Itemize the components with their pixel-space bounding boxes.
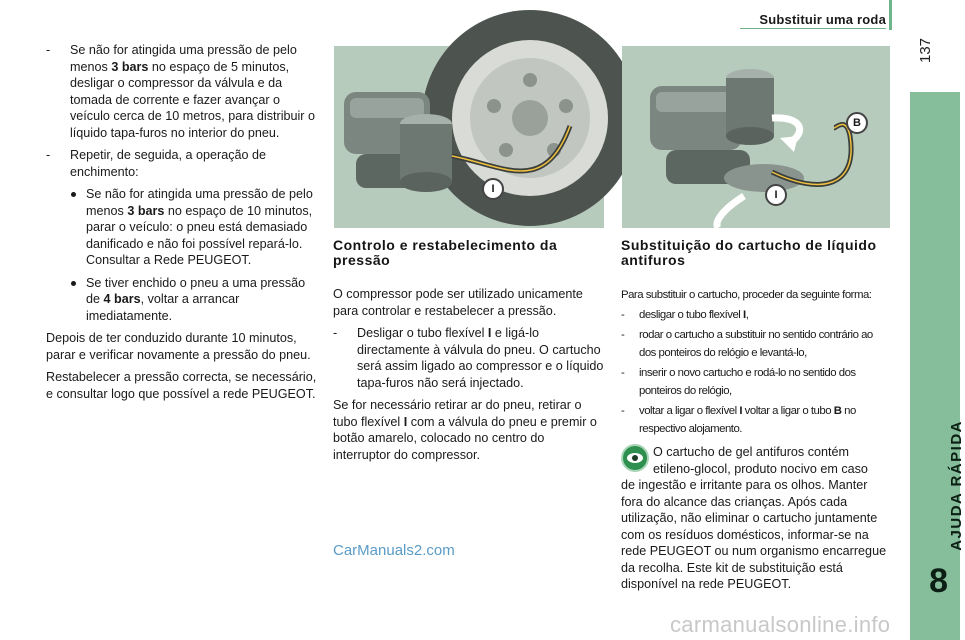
text: e ligá-lo directamente à válvula do pneu. O cartucho será assim ligado ao compressor e o líquido tapa-furos não será injectado. xyxy=(357,326,604,390)
instruction-block xyxy=(621,286,889,438)
paragraph xyxy=(333,397,605,463)
page-number: 137 xyxy=(916,37,934,64)
text: Repetir, de seguida, a operação de enchimento: xyxy=(70,148,267,179)
bold-value: 3 bars xyxy=(127,203,165,218)
cartridge-replacement-illustration xyxy=(622,46,890,228)
section-title: Substituição do cartucho de líquido antifuros xyxy=(621,237,877,268)
list-item xyxy=(46,42,322,141)
warning-note xyxy=(621,444,889,593)
watermark-link[interactable]: CarManuals2.com xyxy=(333,542,455,559)
label-i-text: I xyxy=(774,189,778,201)
list-item xyxy=(621,326,889,362)
text: no espaço de 10 minutos, parar o veículo: o pneu está demasiado danificado e não foi possível repará-lo. Consultar a Rede PEUGEOT. xyxy=(86,203,313,267)
text: Se não for atingida uma pressão de pelo menos xyxy=(70,43,297,74)
text: Se tiver enchido o pneu a uma pressão de xyxy=(86,275,306,306)
column-1 xyxy=(46,42,322,408)
list-item xyxy=(46,147,322,180)
eye-icon xyxy=(621,444,649,472)
footer-watermark: carmanualsonline.info xyxy=(670,612,891,637)
column-2 xyxy=(333,238,605,469)
list-item xyxy=(621,306,889,324)
column-3 xyxy=(621,238,889,593)
section-title: Controlo e restabelecimento da pressão xyxy=(333,237,558,268)
text: com a válvula do pneu e premir o botão amarelo, colocado no centro do interruptor do compressor. xyxy=(333,414,597,462)
bold-value: 4 bars xyxy=(103,292,141,306)
cartridge-svg xyxy=(622,46,890,228)
bold-value: B xyxy=(833,405,842,417)
label-b-badge xyxy=(846,112,868,134)
text: , xyxy=(745,309,749,321)
label-b-text: B xyxy=(853,117,861,129)
bullet-item xyxy=(46,275,322,325)
chapter-side-label-text: AJUDA RÁPIDA xyxy=(948,420,965,551)
note-text-first: O cartucho de gel antifuros contém etileno-glocol, produto nocivo em caso xyxy=(653,445,868,476)
header-rule xyxy=(740,28,886,29)
text: rodar o cartucho a substituir no sentido contrário ao dos ponteiros do relógio e levantá-lo, xyxy=(639,329,873,359)
chapter-number: 8 xyxy=(929,562,948,600)
paragraph: Restabelecer a pressão correcta, se necessário, e consultar logo que possível a rede PEUGEOT. xyxy=(46,370,317,401)
label-i-badge xyxy=(482,178,504,200)
text: voltar a ligar o tubo xyxy=(742,405,834,417)
bold-value: I xyxy=(739,405,742,417)
paragraph: Para substituir o cartucho, proceder da seguinte forma: xyxy=(621,289,872,301)
text: Se for necessário retirar ar do pneu, retirar o tubo flexível xyxy=(333,398,582,429)
text: no respectivo alojamento. xyxy=(639,405,856,435)
bold-value: I xyxy=(403,414,408,429)
label-i-badge xyxy=(765,184,787,206)
text: Se não for atingida uma pressão de pelo menos xyxy=(86,187,313,218)
text: Desligar o tubo flexível xyxy=(357,326,488,340)
bold-value: I xyxy=(487,326,492,340)
text: , voltar a arrancar imediatamente. xyxy=(86,292,240,323)
bold-value: 3 bars xyxy=(111,59,149,74)
text: inserir o novo cartucho e rodá-lo no sentido dos ponteiros do relógio, xyxy=(639,367,856,397)
paragraph: Depois de ter conduzido durante 10 minutos, parar e verificar novamente a pressão do pneu. xyxy=(46,331,311,362)
text: no espaço de 5 minutos, desligar o compressor da válvula e da tomada de corrente e fazer avançar o veículo cerca de 10 metros, para distribuir o líquido tapa-furos no interior do pneu. xyxy=(70,59,315,140)
text: voltar a ligar o flexível xyxy=(639,405,740,417)
label-i-text: I xyxy=(491,183,495,195)
note-text-rest: de ingestão e irritante para os olhos. Manter fora do alcance das crianças. Após cada utilização, não eliminar o cartucho juntamente com os resíduos domésticos, informar-se na rede PEUGEOT ou num organismo encarregue da recolha. Este kit de substituição está disponível na rede PEUGEOT. xyxy=(621,478,887,591)
header-tick xyxy=(889,0,892,30)
page-header-title: Substituir uma roda xyxy=(759,12,886,27)
compressor-wheel-svg xyxy=(334,46,604,228)
list-item xyxy=(621,402,889,438)
compressor-wheel-illustration xyxy=(334,46,604,228)
bold-value: I xyxy=(743,309,746,321)
bullet-item xyxy=(46,186,322,269)
paragraph: O compressor pode ser utilizado unicamente para controlar e restabelecer a pressão. xyxy=(333,287,583,318)
list-item xyxy=(621,364,889,400)
text: desligar o tubo flexível xyxy=(639,309,744,321)
list-item xyxy=(333,325,605,391)
